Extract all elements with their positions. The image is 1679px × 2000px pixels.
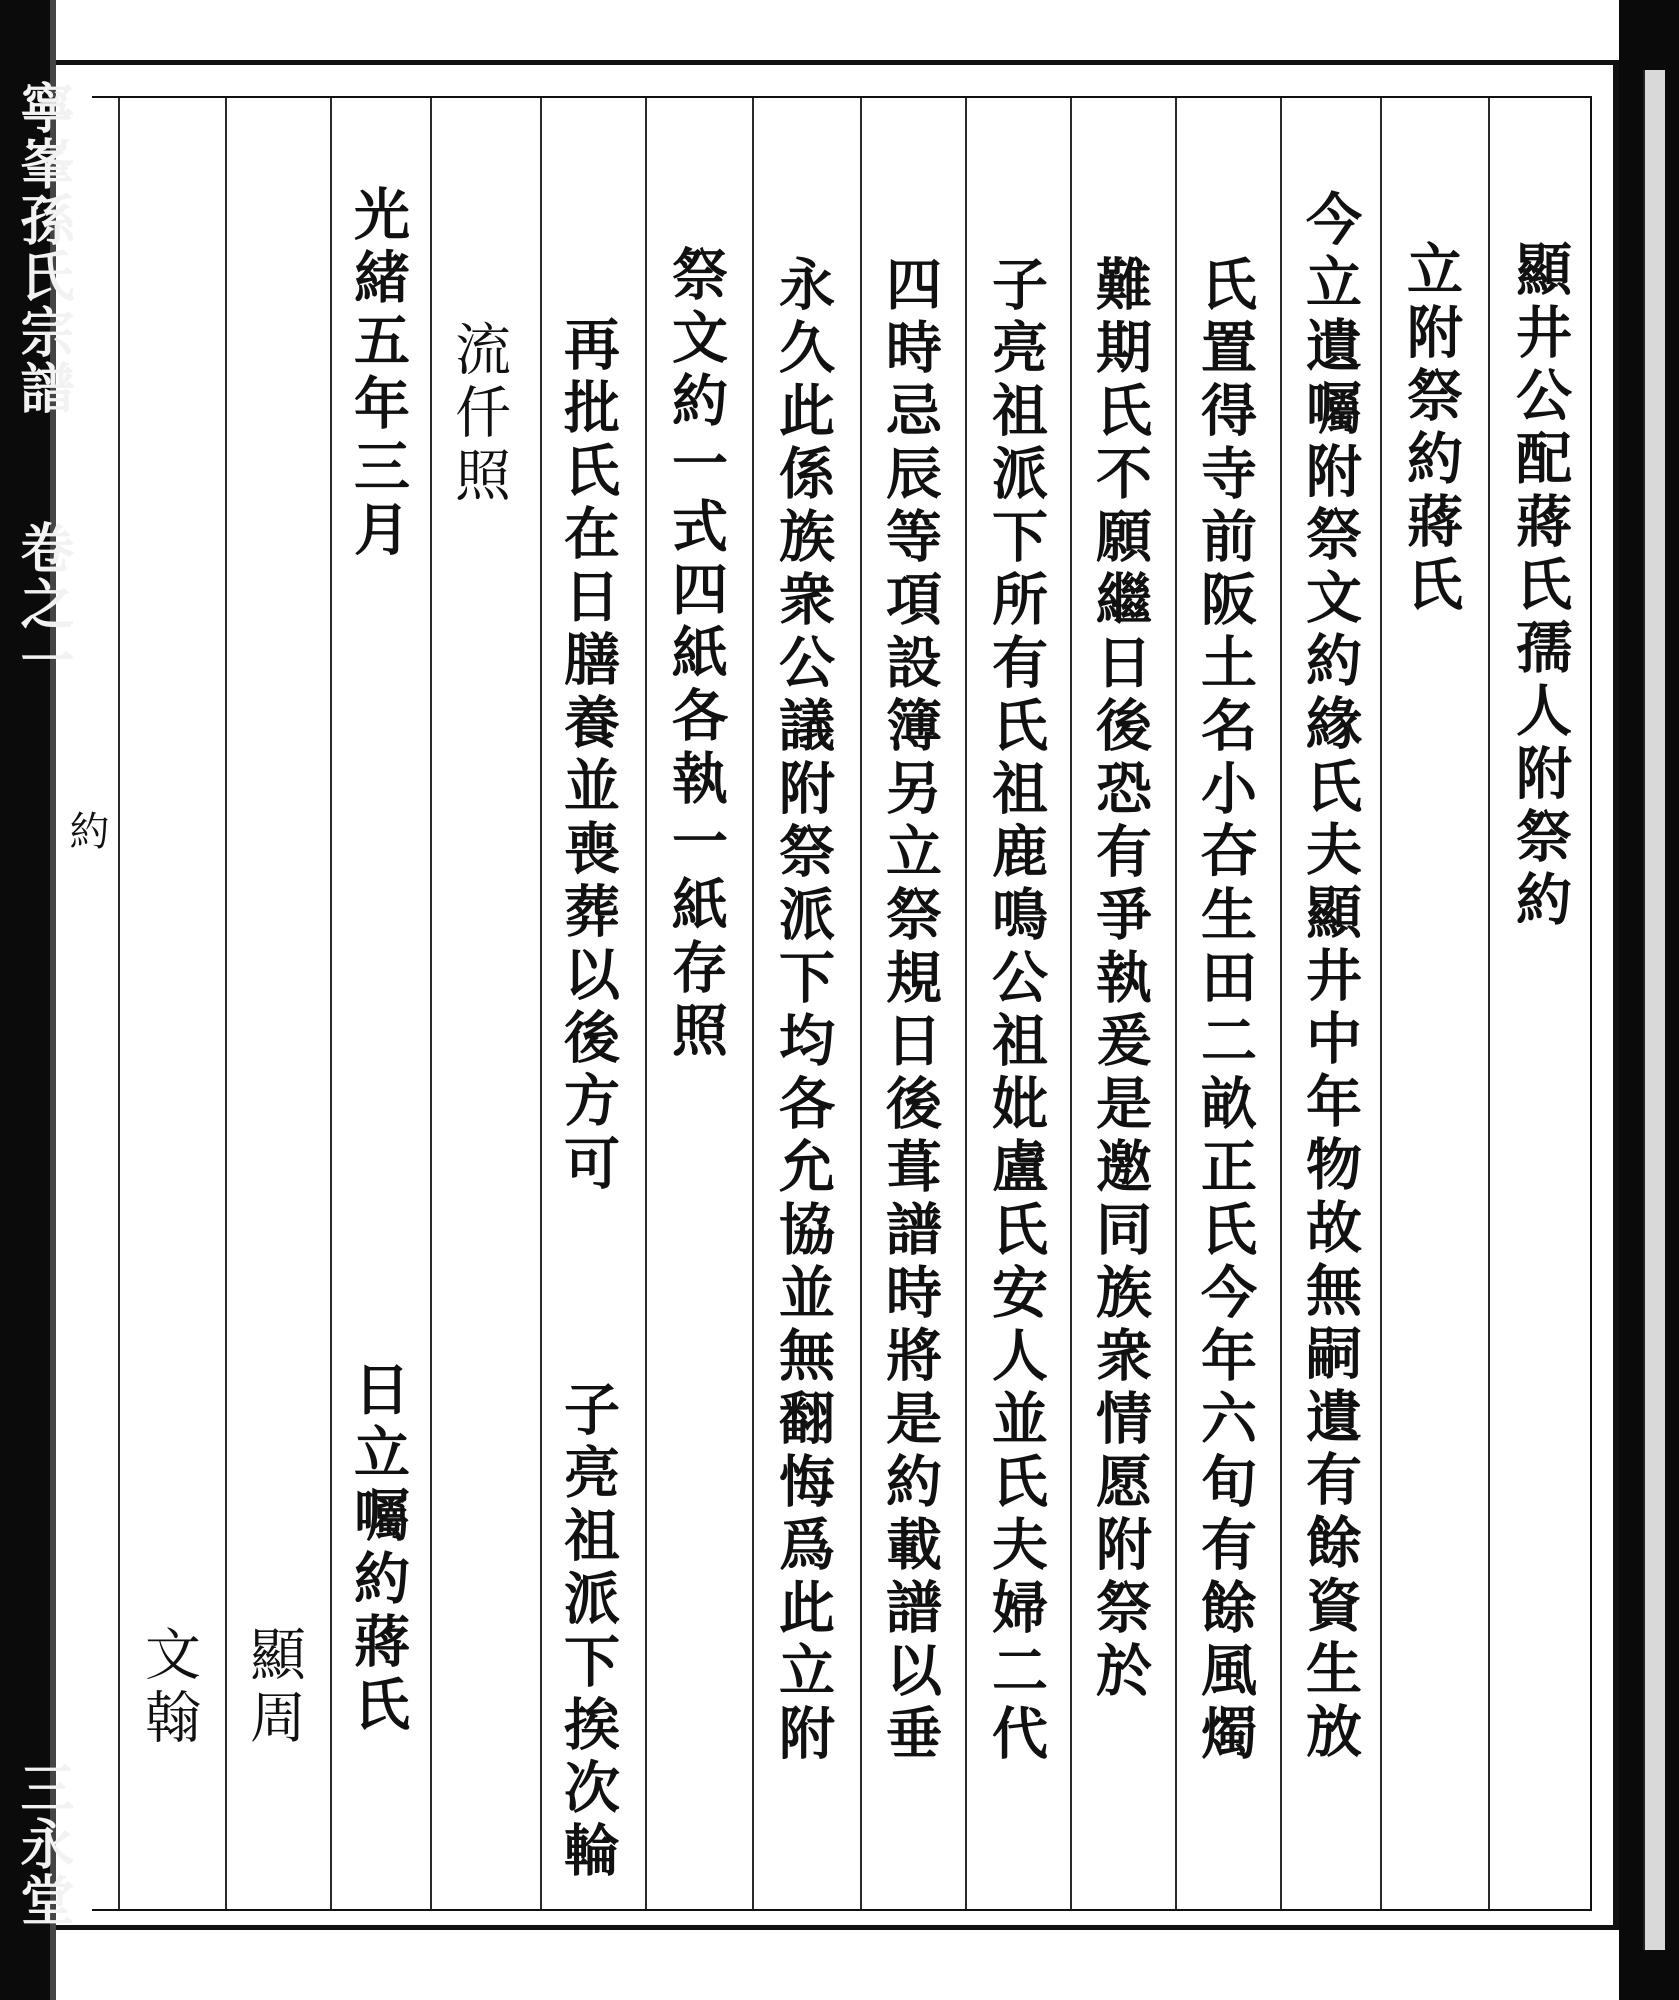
spine-section: 約 xyxy=(63,810,109,850)
document-subheading: 立附祭約蔣氏 xyxy=(1398,240,1464,618)
column-rule xyxy=(118,98,120,1909)
postscript: 再批氏在日膳養並喪葬以後方可 xyxy=(555,315,621,1197)
body-line-6: 永久此係族衆公議附祭派下均各允協並無翻悔爲此立附 xyxy=(770,255,836,1767)
body-line-4: 子亮祖派下所有氏祖鹿鳴公祖妣盧氏安人並氏夫婦二代 xyxy=(983,255,1049,1767)
column-rule xyxy=(1070,98,1072,1909)
name-2: 文翰 xyxy=(136,1625,201,1751)
column-rule xyxy=(965,98,967,1909)
spine-volume: 卷之一 xyxy=(12,520,76,688)
spine-title: 寧峯孫氏宗譜 xyxy=(12,80,76,416)
column-rule xyxy=(752,98,754,1909)
name-1: 顯周 xyxy=(241,1625,306,1751)
column-rule xyxy=(860,98,862,1909)
body-line-7: 祭文約一式四紙各執一紙存照 xyxy=(663,245,729,1064)
document-date: 光緒五年三月 xyxy=(345,185,411,563)
witness-label: 流仟照 xyxy=(446,320,511,509)
column-rule xyxy=(430,98,432,1909)
postscript-lower: 子亮祖派下挨次輪 xyxy=(555,1380,621,1884)
column-rule xyxy=(1280,98,1282,1909)
column-rule xyxy=(1175,98,1177,1909)
column-rule xyxy=(330,98,332,1909)
column-rule xyxy=(645,98,647,1909)
column-rule xyxy=(225,98,227,1909)
column-rule xyxy=(540,98,542,1909)
column-rule xyxy=(1488,98,1490,1909)
signatory: 日立囑約蔣氏 xyxy=(345,1360,411,1738)
adjacent-page-strip xyxy=(1643,70,1665,1950)
column-rule xyxy=(1380,98,1382,1909)
body-line-1: 今立遺囑附祭文約緣氏夫顯井中年物故無嗣遺有餘資生放 xyxy=(1297,190,1363,1765)
body-line-2: 氏置得寺前阪土名小夻生田二畝正氏今年六旬有餘風燭 xyxy=(1192,255,1258,1767)
document-heading: 顯井公配蔣氏孺人附祭約 xyxy=(1507,240,1573,933)
body-line-5: 四時忌辰等項設簿另立祭規日後葺譜時將是約載譜以垂 xyxy=(877,255,943,1767)
spine-hall: 三永堂 xyxy=(12,1760,76,1928)
page-inner-frame xyxy=(92,96,1592,1911)
body-line-3: 難期氏不願繼日後恐有爭執爰是邀同族衆情愿附祭於 xyxy=(1087,255,1153,1704)
